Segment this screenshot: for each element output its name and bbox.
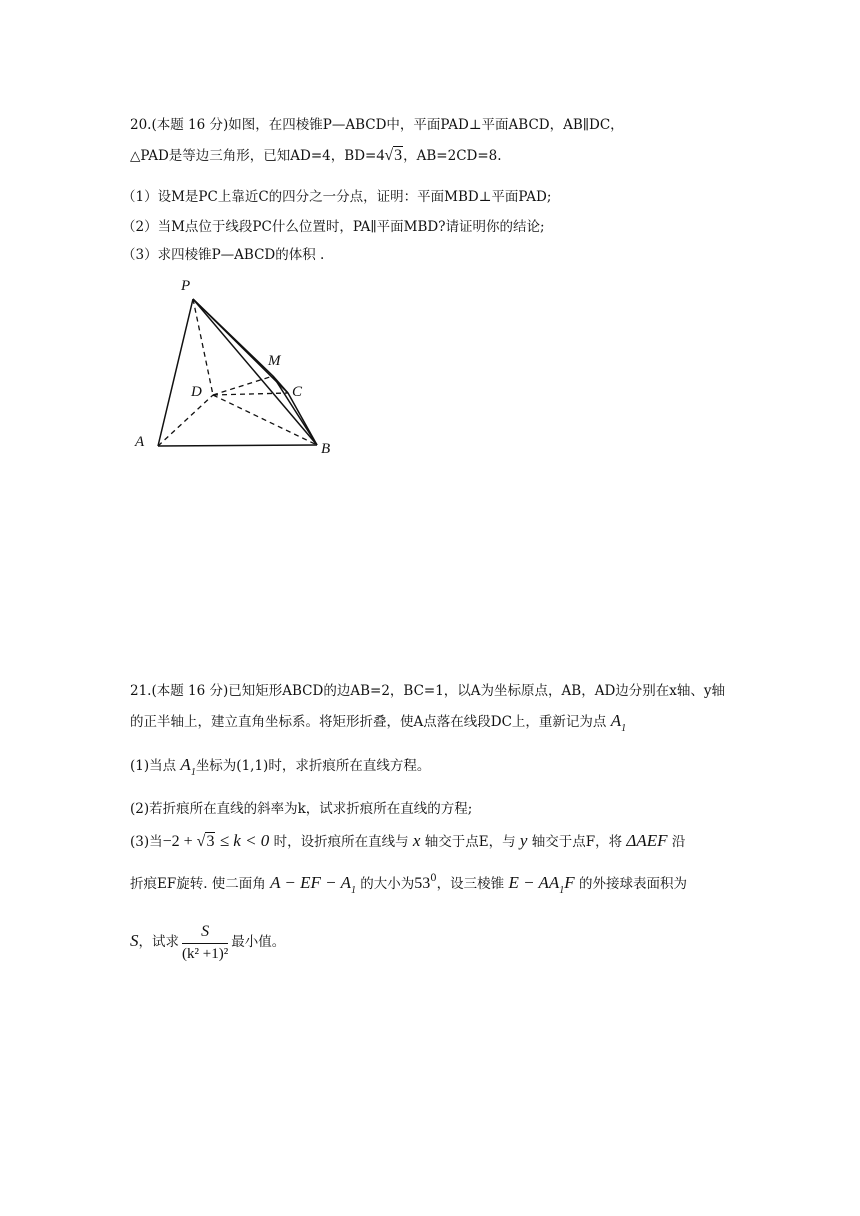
problem21-q1 (130, 755, 430, 778)
edge-pa (158, 299, 193, 446)
subscript: 1 (350, 885, 356, 896)
label-d: D (191, 384, 202, 400)
pyramid-text: E − AA (508, 873, 560, 892)
edge-mc (273, 376, 288, 393)
point-letter: A (610, 711, 622, 730)
question-text: (3)当 (130, 834, 163, 850)
triangle-aef: ΔAEF (626, 831, 668, 850)
fraction-numerator: S (182, 923, 228, 944)
dihedral-text: A − EF − A (270, 873, 351, 892)
question-text: 折痕EF旋转. 使二面角 (130, 876, 266, 892)
label-b: B (321, 441, 331, 455)
edge-pd (193, 299, 213, 395)
problem21-line2 (130, 711, 626, 734)
condition-radicand: 3 (206, 833, 215, 850)
label-p: P (181, 278, 191, 294)
var-y: y (519, 831, 528, 850)
problem21-text: 21.(本题 16 分)已知矩形ABCD的边AB=2，BC=1，以A为坐标原点，AB，AD边分别在x轴、y轴 (130, 683, 726, 699)
problem20-text: △PAD是等边三角形，已知AD=4，BD= (130, 148, 377, 164)
edge-cb (288, 393, 317, 445)
angle-value: 53 (414, 875, 431, 892)
pyramid-eaa1f (508, 873, 575, 896)
problem20-q3 (122, 245, 324, 265)
subscript: 1 (190, 767, 196, 778)
problem21-q2 (130, 799, 472, 819)
dihedral-angle (270, 873, 356, 896)
pyramid-text: F (564, 873, 575, 892)
problem20-text: ，AB=2CD=8. (403, 148, 502, 164)
question-text: (2)若折痕所在直线的斜率为k，试求折痕所在直线的方程; (130, 801, 473, 817)
label-a: A (135, 434, 145, 450)
problem20-text: 20.(本题 16 分)如图，在四棱锥P—ABCD中，平面PAD⊥平面ABCD，AB∥DC， (130, 117, 624, 133)
question-text: 的大小为 (360, 876, 415, 892)
bd-radicand: 3 (394, 147, 403, 164)
problem21-text: 的正半轴上，建立直角坐标系。将矩形折叠，使A点落在线段DC上，重新记为点 (130, 714, 607, 730)
problem20-line2 (130, 146, 502, 166)
question-text: 轴交于点E，与 (424, 834, 516, 850)
bd-coefficient: 4 (376, 147, 385, 164)
question-text: （2）当M点位于线段PC什么位置时，PA∥平面MBD?请证明你的结论; (122, 219, 545, 235)
label-c: C (292, 384, 303, 400)
subscript: 1 (559, 885, 565, 896)
fraction (182, 923, 228, 963)
edge-dc (213, 393, 288, 395)
point-a1 (610, 711, 627, 734)
edge-ab (158, 445, 317, 446)
edge-ad (158, 395, 213, 446)
sqrt-sign: √ (384, 147, 394, 164)
question-text: 最小值。 (231, 934, 286, 950)
var-s: S (130, 931, 139, 950)
point-letter: A (180, 755, 191, 774)
question-text: 轴交于点F，将 (531, 834, 623, 850)
problem21-q3-line1 (130, 831, 685, 852)
subscript: 1 (621, 723, 627, 734)
question-text: ，试求 (138, 934, 179, 950)
question-text: 时，设折痕所在直线与 (273, 834, 409, 850)
edge-pb (193, 299, 317, 445)
question-text: 的外接球表面积为 (578, 876, 687, 892)
problem21-line1 (130, 681, 725, 701)
var-x: x (412, 831, 421, 850)
problem20-q1 (122, 187, 551, 207)
question-text: （3）求四棱锥P—ABCD的体积 . (122, 247, 325, 263)
question-text: ，设三棱锥 (436, 876, 505, 892)
condition-prefix: −2 + (162, 833, 197, 850)
point-a1 (180, 755, 196, 778)
question-text: 坐标为(1,1)时，求折痕所在直线方程。 (195, 758, 431, 774)
pyramid-figure (125, 275, 345, 455)
problem21-q3-line2 (130, 873, 687, 896)
problem20-q2 (122, 217, 545, 237)
question-text: 沿 (671, 834, 686, 850)
edge-dm (213, 376, 273, 395)
problem20-line1 (130, 115, 624, 135)
edge-pm (193, 299, 273, 376)
problem21-q3-line3 (130, 918, 285, 965)
sqrt-sign: √ (196, 833, 206, 850)
label-m: M (268, 353, 281, 369)
fraction-denominator: (k² +1)² (182, 945, 229, 962)
question-text: （1）设M是PC上靠近C的四分之一分点，证明：平面MBD⊥平面PAD; (122, 189, 552, 205)
condition-k: ≤ k < 0 (215, 831, 270, 850)
question-text: (1)当点 (130, 758, 177, 774)
degree-mark: 0 (430, 873, 437, 884)
